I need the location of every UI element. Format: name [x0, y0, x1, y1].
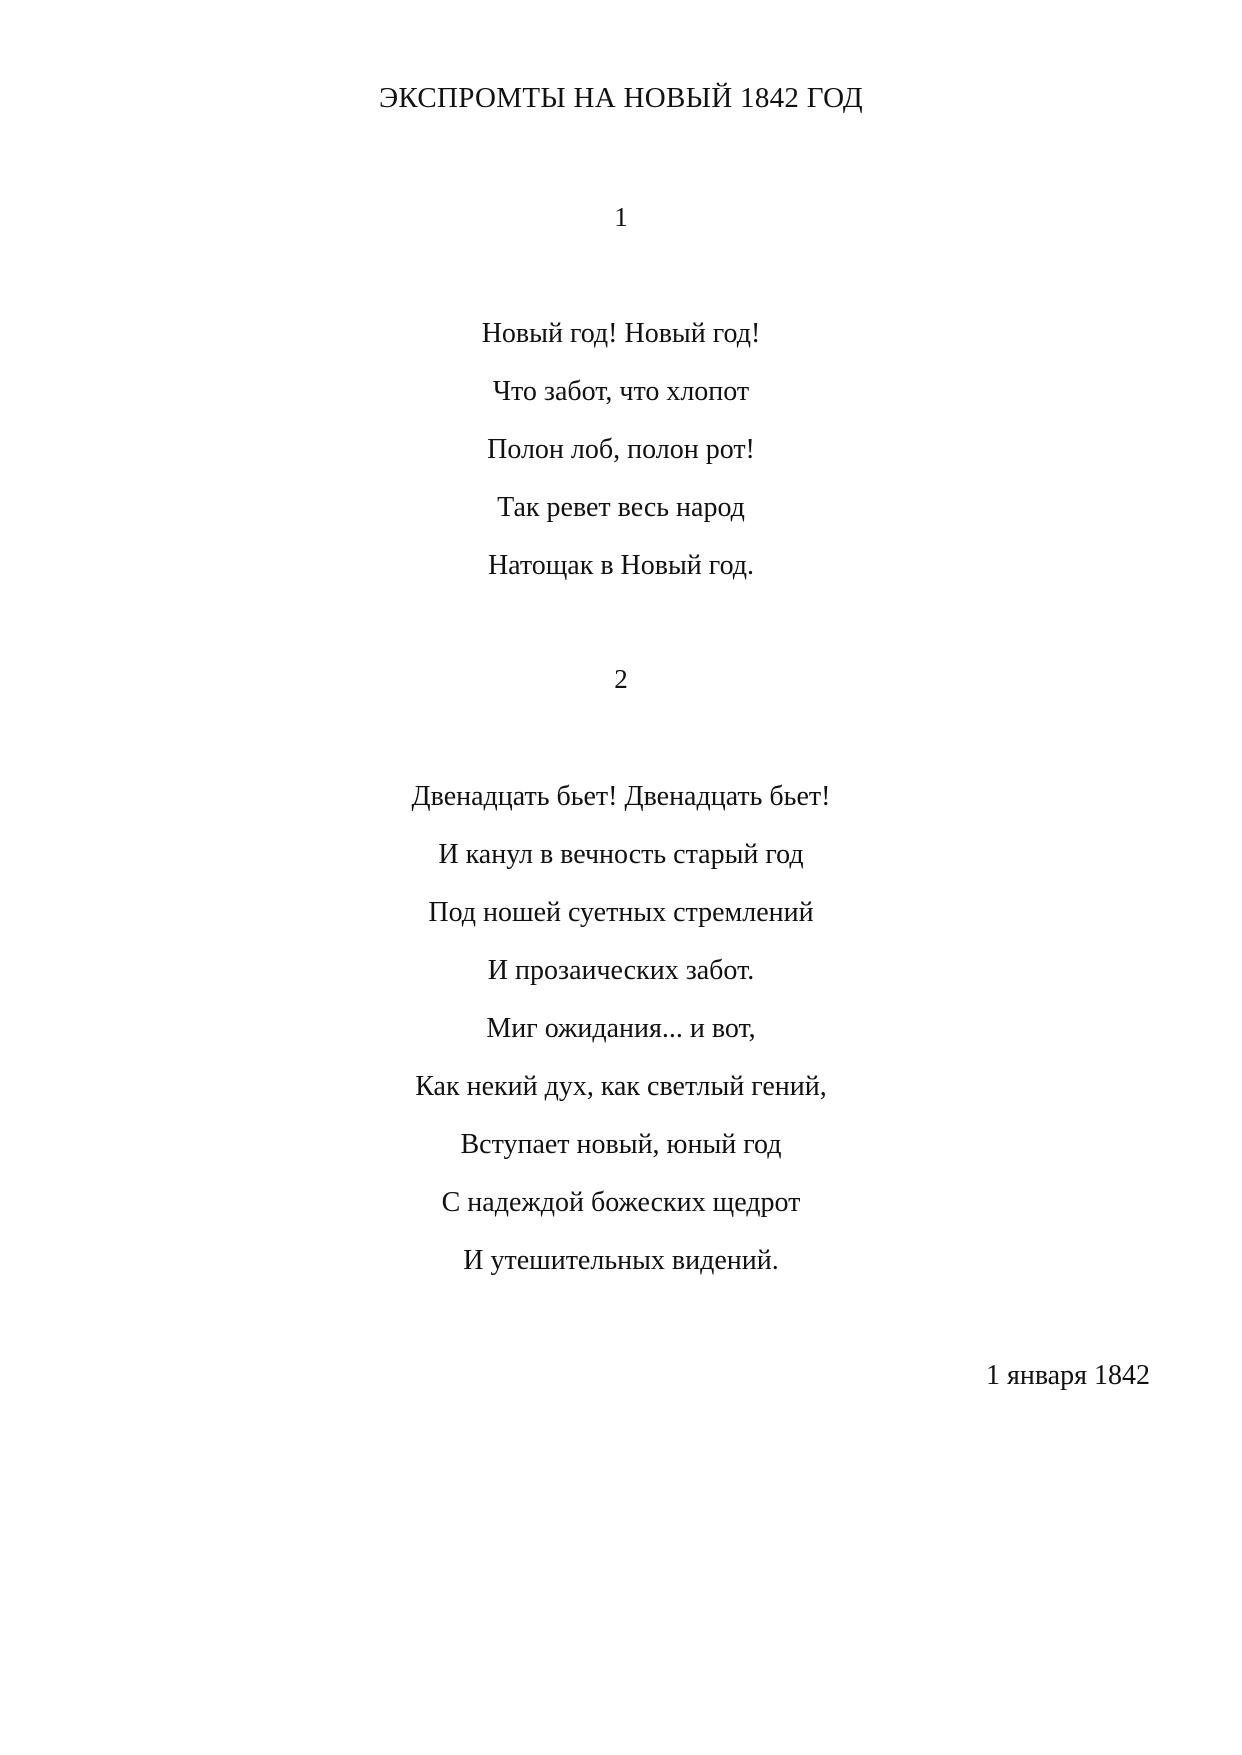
poem-stanza	[0, 779, 1242, 1301]
poem-line: Как некий дух, как светлый гений,	[415, 1071, 827, 1102]
poem-line: Что забот, что хлопот	[492, 376, 750, 407]
poem-date: 1 января 1842	[985, 1360, 1150, 1391]
poem-number: 1	[614, 202, 628, 232]
poem-line: Так ревет весь народ	[497, 492, 745, 523]
poem-line: И прозаических забот.	[487, 955, 755, 986]
document-title: ЭКСПРОМТЫ НА НОВЫЙ 1842 ГОД	[378, 82, 864, 114]
poem-number: 2	[614, 664, 628, 694]
poem-line: И канул в вечность старый год	[438, 839, 804, 870]
poem-line: Под ношей суетных стремлений	[428, 897, 814, 928]
poem-line: Натощак в Новый год.	[487, 550, 755, 581]
poem-line: С надеждой божеских щедрот	[441, 1187, 801, 1218]
poem-line: Новый год! Новый год!	[481, 318, 761, 349]
poem-line: Двенадцать бьет! Двенадцать бьет!	[411, 781, 831, 812]
poem-line: Вступает новый, юный год	[460, 1129, 782, 1160]
poem-line: Полон лоб, полон рот!	[487, 434, 755, 465]
poem-line: И утешительных видений.	[463, 1245, 779, 1276]
poem-line: Миг ожидания... и вот,	[486, 1013, 756, 1044]
poem-stanza	[0, 316, 1242, 606]
